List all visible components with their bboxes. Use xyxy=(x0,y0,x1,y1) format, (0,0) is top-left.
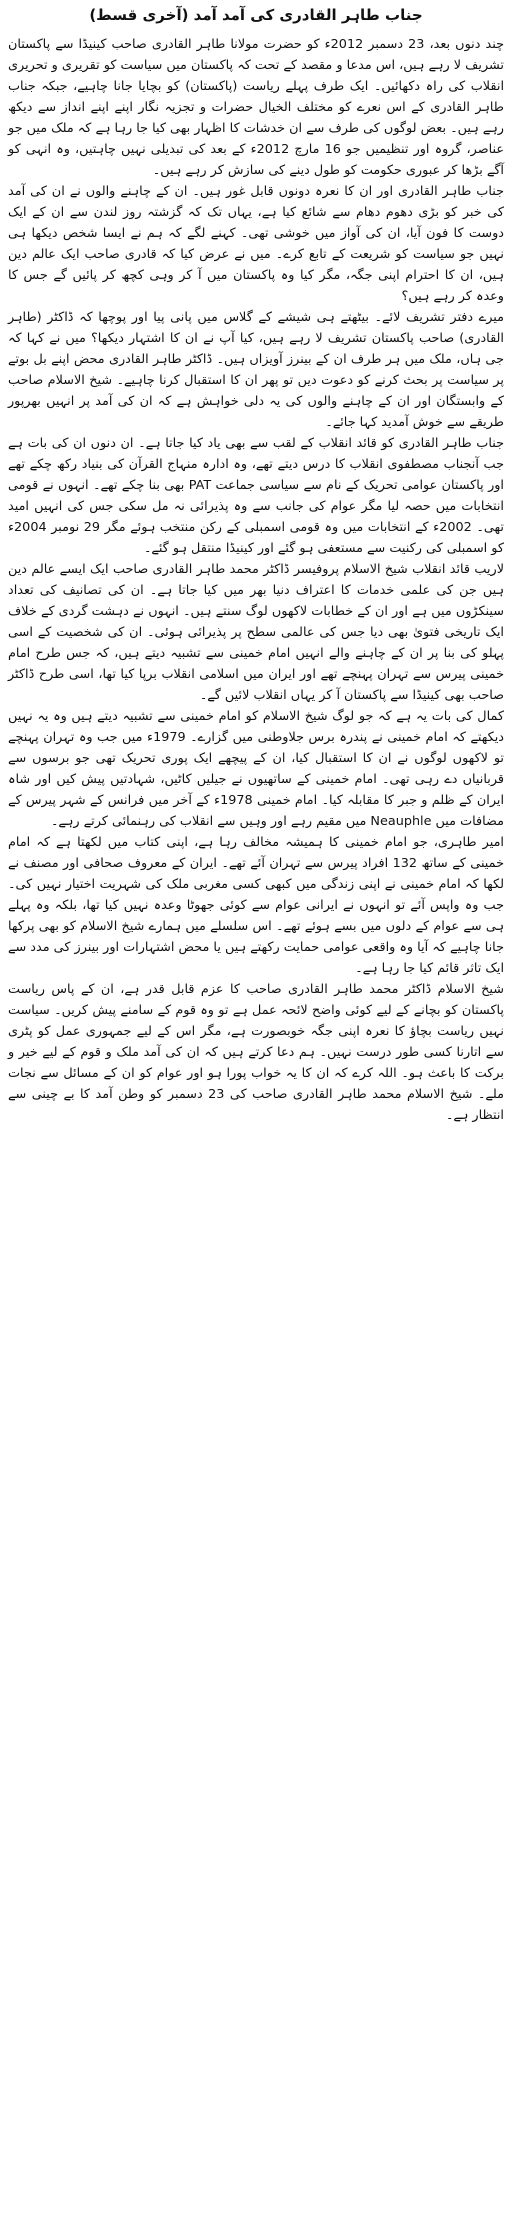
article-title: جناب طاہر القادری کی آمد آمد (آخری قسط) xyxy=(89,6,423,24)
article-paragraph: جناب طاہر القادری اور ان کا نعرہ دونوں قابل غور ہیں۔ ان کے چاہنے والوں نے ان کی آمد کی خبر کو بڑی دھوم دھام سے شائع کیا ہے، یہاں تک کہ گزشتہ روز لندن سے ان کے ایک دوست کا فون آیا، ان کی آواز میں خوشی تھی۔ کہنے لگے کہ ہم نے ایسا شخص دیکھا ہی نہیں جو سیاست کو شریعت کے تابع کرے۔ میں نے عرض کیا کہ قادری صاحب ایک عالم دین ہیں، ان کا احترام اپنی جگہ، مگر کیا وہ پاکستان میں آ کر وہی کچھ کر پائیں گے جس کا وعدہ کر رہے ہیں؟ xyxy=(8,184,504,304)
article-paragraph: شیخ الاسلام ڈاکٹر محمد طاہر القادری صاحب کا عزم قابل قدر ہے، ان کے پاس ریاست پاکستان کو بچانے کے لیے کوئی واضح لائحہ عمل ہے تو وہ قوم کے سامنے پیش کریں۔ سیاست نہیں ریاست بچاؤ کا نعرہ اپنی جگہ خوبصورت ہے، مگر اس کے لیے جمہوری عمل کو پٹری سے اتارنا کسی طور درست نہیں۔ ہم دعا کرتے ہیں کہ ان کی آمد ملک و قوم کے لیے خیر و برکت کا باعث ہو۔ اللہ کرے کہ ان کا یہ خواب پورا ہو اور عوام کو ان کے مسائل سے نجات ملے۔ شیخ الاسلام محمد طاہر القادری صاحب کی 23 دسمبر کو وطن آمد کا بے چینی سے انتظار ہے۔ xyxy=(8,982,504,1123)
article-paragraph: چند دنوں بعد، 23 دسمبر 2012ء کو حضرت مولانا طاہر القادری صاحب کینیڈا سے پاکستان تشریف لا رہے ہیں، اس مدعا و مقصد کے تحت کہ پاکستان میں سیاست کو تقریری و تحریری انقلاب کی راہ دکھائیں۔ ایک طرف پہلے ریاست (پاکستان) کو بچایا جانا چاہیے، جبکہ جناب طاہر القادری کے اس نعرے کو مختلف الخیال حضرات و تجزیہ نگار اپنے اپنے انداز سے دیکھ رہے ہیں۔ بعض لوگوں کی طرف سے ان خدشات کا اظہار بھی کیا جا رہا ہے کہ ملک میں جو عناصر، گروہ اور تنظیمیں جو 16 مارچ 2012ء کے بعد کی تبدیلی نہیں چاہتیں، وہ انہی کو آگے بڑھا کر عبوری حکومت کو طول دینے کی سازش کر رہے ہیں۔ xyxy=(8,37,505,178)
article-paragraph: میرے دفتر تشریف لائے۔ بیٹھتے ہی شیشے کے گلاس میں پانی پیا اور پوچھا کہ ڈاکٹر (طاہر القادری) صاحب پاکستان تشریف لا رہے ہیں، کیا آپ نے ان کا اشتہار دیکھا؟ میں نے کہا کہ جی ہاں، ملک میں ہر طرف ان کے بینرز آویزاں ہیں۔ ڈاکٹر طاہر القادری محض اپنے بل بوتے پر سیاست پر بحث کرنے کو دعوت دیں تو پھر ان کا استقبال کرنا چاہیے۔ شیخ الاسلام صاحب کے وابستگان اور ان کے چاہنے والوں کی یہ دلی خواہش ہے کہ ان کی آمد پر انہیں بھرپور طریقے سے خوش آمدید کہا جائے۔ xyxy=(8,310,504,430)
article-paragraph: جناب طاہر القادری کو قائد انقلاب کے لقب سے بھی یاد کیا جاتا ہے۔ ان دنوں ان کی بات ہے جب آنجناب مصطفوی انقلاب کا درس دیتے تھے، وہ ادارہ منہاج القرآن کی بنیاد رکھ چکے تھے اور پاکستان عوامی تحریک کے نام سے سیاسی جماعت PAT بھی بنا چکے تھے۔ انہوں نے قومی انتخابات میں حصہ لیا مگر عوام کی جانب سے وہ پذیرائی نہ مل سکی جس کی انہیں امید تھی۔ 2002ء کے انتخابات میں وہ قومی اسمبلی کے رکن منتخب ہوئے مگر 29 نومبر 2004ء کو اسمبلی کی رکنیت سے مستعفی ہو گئے اور کینیڈا منتقل ہو گئے۔ xyxy=(8,436,504,556)
article-paragraph: لاریب قائد انقلاب شیخ الاسلام پروفیسر ڈاکٹر محمد طاہر القادری صاحب ایک ایسے عالم دین ہیں جن کی علمی خدمات کا اعتراف دنیا بھر میں کیا جاتا ہے۔ ان کی تصانیف کی تعداد سینکڑوں میں ہے اور ان کے خطابات لاکھوں لوگ سنتے ہیں۔ انہوں نے دہشت گردی کے خلاف ایک تاریخی فتویٰ بھی دیا جس کی عالمی سطح پر پذیرائی ہوئی۔ ان کی شخصیت کے اسی پہلو کی بنا پر ان کے چاہنے والے انہیں امام خمینی سے تشبیہ دیتے ہیں، کہ جس طرح امام خمینی پیرس سے تہران پہنچے تھے اور ایران میں اسلامی انقلاب برپا کیا تھا، اسی طرح ڈاکٹر صاحب بھی کینیڈا سے پاکستان آ کر یہاں انقلاب لائیں گے۔ xyxy=(8,562,504,703)
article-paragraph: امیر طاہری، جو امام خمینی کا ہمیشہ مخالف رہا ہے، اپنی کتاب میں لکھتا ہے کہ امام خمینی کے ساتھ 132 افراد پیرس سے تہران آئے تھے۔ ایران کے معروف صحافی اور مصنف نے لکھا کہ امام خمینی نے اپنی زندگی میں کبھی کسی مغربی ملک کی شہریت اختیار نہیں کی۔ جب وہ واپس آئے تو انہوں نے ایرانی عوام سے کوئی جھوٹا وعدہ نہیں کیا تھا، بلکہ وہ پہلے ہی سے عوام کے دلوں میں بسے ہوئے تھے۔ اس سلسلے میں ہمارے شیخ الاسلام کو بھی پرکھا جانا چاہیے کہ آیا وہ واقعی عوامی حمایت رکھتے ہیں یا محض اشتہارات اور بینرز کی مدد سے ایک تاثر قائم کیا جا رہا ہے۔ xyxy=(8,835,504,976)
article-body xyxy=(8,34,504,1126)
article-paragraph: کمال کی بات یہ ہے کہ جو لوگ شیخ الاسلام کو امام خمینی سے تشبیہ دیتے ہیں وہ یہ نہیں دیکھتے کہ امام خمینی نے پندرہ برس جلاوطنی میں گزارے۔ 1979ء میں جب وہ تہران پہنچے تو لاکھوں لوگوں نے ان کا استقبال کیا، ان کے پیچھے ایک پوری تحریک تھی جو برسوں سے قربانیاں دے رہی تھی۔ امام خمینی کے ساتھیوں نے جیلیں کاٹیں، شہادتیں پیش کیں اور شاہ ایران کے ظلم و جبر کا مقابلہ کیا۔ امام خمینی 1978ء کے آخر میں فرانس کے شہر پیرس کے مضافات میں Neauphle میں مقیم رہے اور وہیں سے انقلاب کی رہنمائی کرتے رہے۔ xyxy=(8,709,504,829)
